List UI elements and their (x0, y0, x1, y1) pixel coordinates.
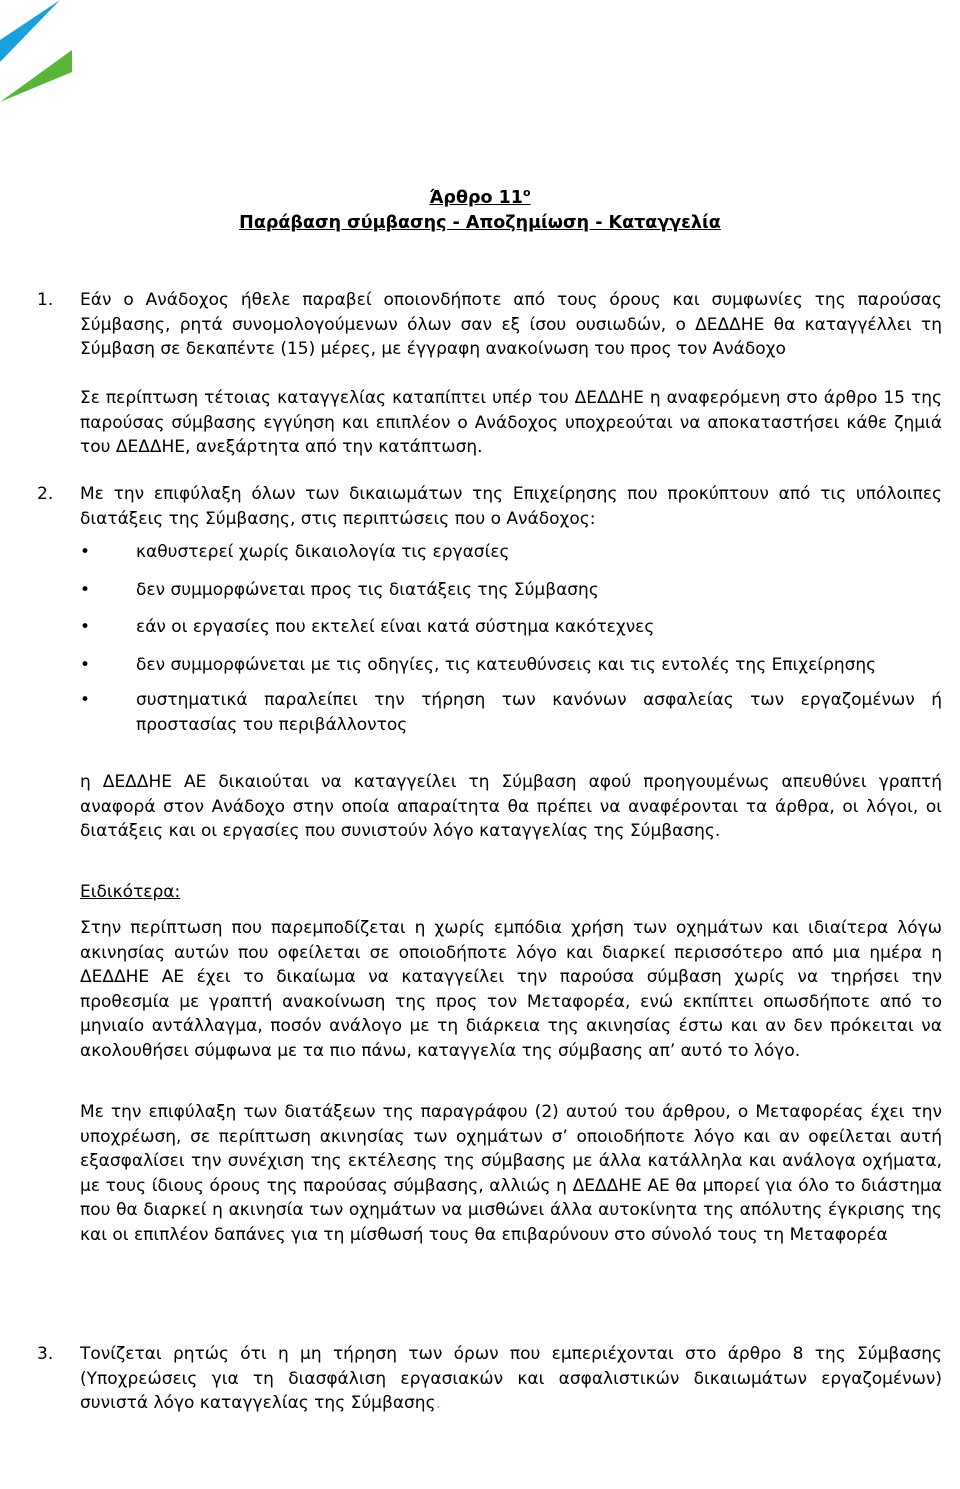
conditions-list (80, 540, 942, 738)
section-1-number: 1. (37, 290, 54, 310)
special-case-paragraph: Στην περίπτωση που παρεμποδίζεται η χωρίς εμπόδια χρήση των οχημάτων και ιδιαίτερα λόγω ακινησίας αυτών που οφείλεται σε οποιοδήποτε λόγο και διαρκεί περισσότερο από μια ημέρα η ΔΕΔΔΗΕ ΑΕ έχει το δικαίωμα να καταγγείλει την παρούσα σύμβαση χωρίς να τηρήσει την προθεσμία με γραπτή ανακοίνωση της προς τον Μεταφορέα, ενώ εκπίπτει οπωσδήποτε από το μηνιαίο αντάλλαγμα, ποσόν ανάλογο με τη διάρκεια της ακινησίας έστω και αν δεν πρόκειται να ακολουθήσει σύμφωνα με τα πιο πάνω, καταγγελία της σύμβασης απ’ αυτό το λόγο. (80, 918, 942, 1061)
list-item: • δεν συμμορφώνεται προς τις διατάξεις της Σύμβασης (80, 578, 942, 603)
ordinal-sup: ο (522, 186, 531, 200)
section-2-intro: Με την επιφύλαξη όλων των δικαιωμάτων της Επιχείρησης που προκύπτουν από τις υπόλοιπες διατάξεις της Σύμβασης, στις περιπτώσεις που ο Ανάδοχος: (80, 484, 942, 529)
company-logo (0, 0, 72, 102)
specifically-heading: Ειδικότερα: (80, 882, 181, 902)
article-title (0, 186, 960, 236)
list-item: • συστηματικά παραλείπει την τήρηση των κανόνων ασφαλείας των εργαζομένων ή προστασίας του περιβάλλοντος (80, 688, 942, 737)
list-item: • δεν συμμορφώνεται με τις οδηγίες, τις κατευθύνσεις και τις εντολές της Επιχείρησης (80, 653, 942, 678)
reservation-paragraph: Με την επιφύλαξη των διατάξεων της παραγράφου (2) αυτού του άρθρου, ο Μεταφορέας έχει την υποχρέωση, σε περίπτωση ακινησίας των οχημάτων σ’ οποιοδήποτε λόγο και αν οφείλεται αυτή εξασφαλίσει την συνέχιση της εκτέλεσης της σύμβασης με άλλα κατάλληλα και ανάλογα οχήματα, με τους ίδιους όρους της παρούσας σύμβασης, αλλιώς η ΔΕΔΔΗΕ ΑΕ θα μπορεί για όλο το διάστημα που θα διαρκεί η ακινησία των οχημάτων να μισθώνει άλλα αυτοκίνητα της απόλυτης έγκρισης της και οι επιπλέον δαπάνες για τη μίσθωσή τους θα επιβαρύνουν στο σύνολό τους τη Μεταφορέα (80, 1102, 942, 1245)
logo-cyan-shape (0, 0, 60, 62)
end-period: . (435, 1393, 441, 1414)
article-number: Άρθρο $11^o$ (429, 186, 531, 208)
section-3-number: 3. (37, 1344, 54, 1364)
termination-paragraph: η ΔΕΔΔΗΕ ΑΕ δικαιούται να καταγγείλει τη Σύμβαση αφού προηγουμένως απευθύνει γραπτή αναφορά στον Ανάδοχο στην οποία απαραίτητα θα πρέπει να αναφέρονται τα άρθρα, οι λόγοι, οι διατάξεις και οι εργασίες που συνιστούν λόγο καταγγελίας της Σύμβασης. (80, 772, 942, 842)
section-3-paragraph (80, 1342, 942, 1416)
section-1-paragraph-2: Σε περίπτωση τέτοιας καταγγελίας καταπίπτει υπέρ του ΔΕΔΔΗΕ η αναφερόμενη στο άρθρο 15 της παρούσας σύμβασης εγγύηση και επιπλέον ο Ανάδοχος υποχρεούται να αποκαταστήσει κάθε ζημιά του ΔΕΔΔΗΕ, ανεξάρτητα από την κατάπτωση. (80, 388, 942, 458)
list-item: • καθυστερεί χωρίς δικαιολογία τις εργασίες (80, 540, 942, 565)
article-subtitle: Παράβαση σύμβασης - Αποζημίωση - Καταγγελία (239, 213, 721, 233)
logo-green-shape (0, 50, 72, 102)
section-2-number: 2. (37, 484, 54, 504)
section-1-paragraph-1: Εάν ο Ανάδοχος ήθελε παραβεί οποιονδήποτε από τους όρους και συμφωνίες της παρούσας Σύμβασης, ρητά συνομολογούμενων όλων σαν εξ ίσου ουσιωδών, ο ΔΕΔΔΗΕ θα καταγγέλλει τη Σύμβαση σε δεκαπέντε (15) μέρες, με έγγραφη ανακοίνωση του προς τον Ανάδοχο (80, 290, 942, 360)
list-item: • εάν οι εργασίες που εκτελεί είναι κατά σύστημα κακότεχνες (80, 615, 942, 640)
section-3-text: Τονίζεται ρητώς ότι η μη τήρηση των όρων που εμπεριέχονται στο άρθρο 8 της Σύμβασης (Υποχρεώσεις για τη διασφάλιση εργασιακών και ασφαλιστικών δικαιωμάτων εργαζομένων) συνιστά λόγο καταγγελίας της Σύμβασης (80, 1344, 942, 1414)
